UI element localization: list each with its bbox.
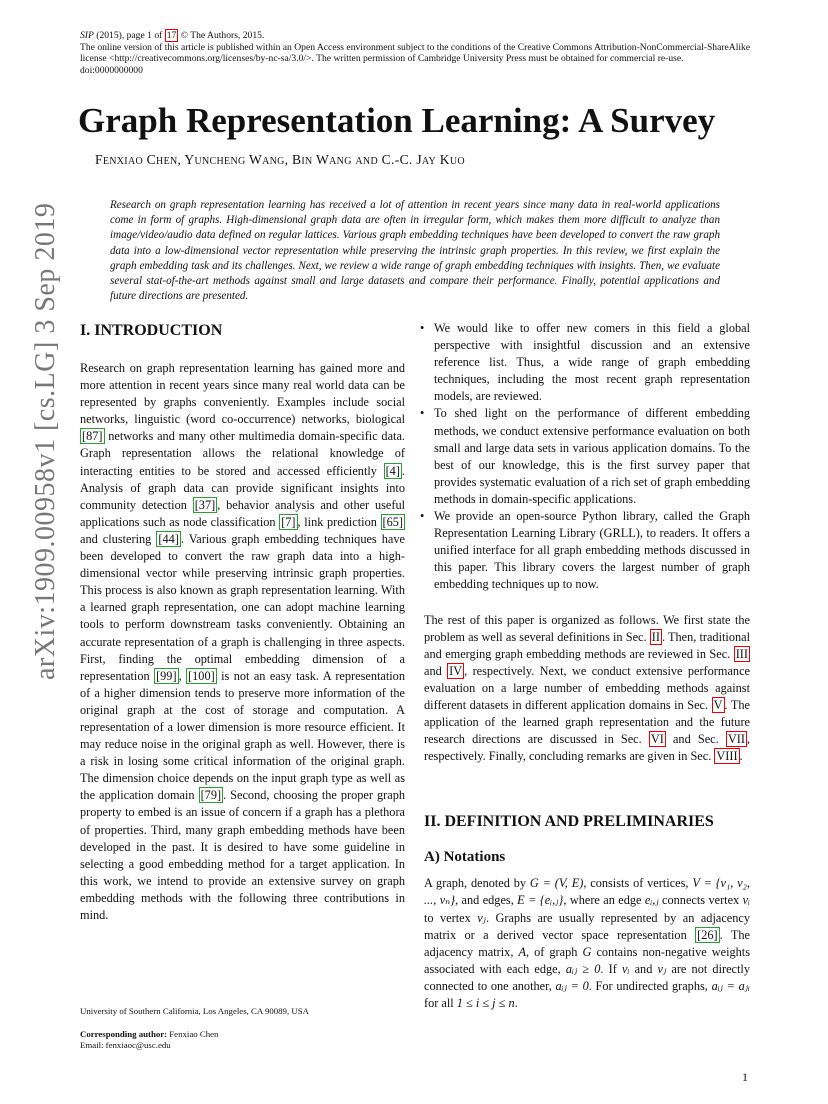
contribution-item: • We would like to offer new comers in this field a global perspective with insightful discussion and an extensive reference list. Thus, a wide range of graph embedding techniques, including the most recent graph representation models, are reviewed. bbox=[420, 321, 750, 404]
citation-link[interactable]: [100] bbox=[188, 668, 215, 683]
paper-title: Graph Representation Learning: A Survey bbox=[78, 101, 716, 140]
intro-paragraph: Research on graph representation learning has gained more and more attention in recent years since many real world data can be represented by graphs conveniently. Examples include social networks, linguistic (word co-occurrence) networks, biological [87] networks and many other multimedia domain-specific data. Graph representation allows the relational knowledge of interacting entities to be stored and accessed efficiently [4] . Analysis of graph data can provide significant insights into community detection [37] , behavior analysis and other useful applications such as node classification [7] , link prediction [65] and clustering [44] . Various graph embedding techniques have been developed to convert the raw graph data into a high-dimensional vector while preserving intrinsic graph properties. This process is also known as graph representation learning. With a learned graph representation, one can adopt machine learning tools to perform downstream tasks conveniently. Obtaining an accurate representation of a graph is challenging in three aspects. First, finding the optimal embedding dimension of a representation [99] , [100] is not an easy task. A representation of a higher dimension tends to preserve more information of the original graph at the cost of storage and computation. A representation of a lower dimension is more resource efficient. It may reduce noise in the original graph as well. However, there is a risk in losing some critical information of the original graph. The dimension choice depends on the input graph type as well as the application domain [79] . Second, choosing the proper graph property to embed is an issue of concern if a graph has a plethora of properties. Third, many graph embedding methods have been developed in the past. It is desired to have some guideline in selecting a good embedding method for a target application. In this work, we intend to provide an extensive survey on graph embedding methods with the following three contributions in mind. bbox=[80, 361, 406, 922]
left-column bbox=[80, 320, 405, 924]
header-line-1 bbox=[80, 30, 760, 42]
section-link[interactable]: II bbox=[651, 629, 660, 644]
page-count-link[interactable]: 17 bbox=[166, 30, 177, 41]
section-link[interactable]: VI bbox=[650, 732, 664, 747]
citation-link[interactable]: [44] bbox=[158, 531, 179, 546]
organization-paragraph: The rest of this paper is organized as follows. We first state the problem as well as several definitions in Sec. II . Then, traditional and emerging graph embedding methods are reviewed in Sec. III and IV , respectively. Next, we conduct extensive performance evaluation on a large number of embedding methods against different datasets in different application domains in Sec. V . The application of the learned graph representation and the future research directions are discussed in Sec. VI and Sec. VII , respectively. Finally, concluding remarks are given in Sec. VIII . bbox=[424, 612, 751, 764]
citation-link[interactable]: [7] bbox=[281, 514, 296, 529]
bullet-icon: • bbox=[420, 509, 425, 524]
contribution-item: • We provide an open-source Python library, called the Graph Representation Learning Library (GRLL), to readers. It offers a unified interface for all graph embedding methods discussed in this paper. This library covers the largest number of graph embedding techniques up to now. bbox=[420, 509, 750, 592]
section-link[interactable]: IV bbox=[449, 663, 463, 678]
license-text: The online version of this article is published within an Open Access environment subject to the conditions of the Creative Commons Attribution-NonCommercial-ShareAlike license <http://creativecommons.org/licenses/by-nc-sa/3.0/>. The written permission of Cambridge University Press must be obtained for commercial re-use. bbox=[80, 41, 751, 65]
section-link[interactable]: VIII bbox=[716, 749, 738, 764]
right-column bbox=[420, 320, 751, 1012]
header-text: (2015), page 1 of bbox=[93, 30, 165, 41]
section-link[interactable]: III bbox=[735, 646, 748, 661]
page-number: 1 bbox=[742, 1070, 748, 1084]
citation-link[interactable]: [79] bbox=[200, 788, 222, 803]
citation-link[interactable]: [26] bbox=[697, 927, 718, 942]
arxiv-stamp bbox=[10, 202, 61, 680]
arxiv-id: arXiv:1909.00958v1 [cs.LG] 3 Sep 2019 bbox=[30, 202, 61, 680]
bullet-icon: • bbox=[420, 406, 425, 421]
copyright-text: © The Authors, 2015. bbox=[178, 30, 265, 41]
author-email: Email: fenxiaoc@usc.edu bbox=[80, 1040, 171, 1050]
section-heading-definition: II. DEFINITION AND PRELIMINARIES bbox=[424, 813, 714, 831]
citation-link[interactable]: [4] bbox=[385, 463, 400, 478]
bullet-icon: • bbox=[420, 321, 425, 335]
corresponding-author: Corresponding author: Fenxiao Chen bbox=[80, 1028, 219, 1039]
section-link[interactable]: VII bbox=[727, 732, 745, 747]
author-list: Fenxiao Chen, Yuncheng Wang, Bin Wang and C.-C. Jay Kuo bbox=[95, 152, 465, 167]
journal-name: SIP bbox=[80, 30, 94, 41]
citation-link[interactable]: [37] bbox=[194, 497, 216, 512]
citation-link[interactable]: [87] bbox=[82, 429, 103, 444]
running-header bbox=[80, 30, 760, 76]
doi: doi:0000000000 bbox=[80, 64, 143, 76]
affiliation: University of Southern California, Los Angeles, CA 90089, USA bbox=[80, 1006, 309, 1016]
notation-paragraph: A graph, denoted by G = (V, E), consists of vertices, V = {v₁, v₂, ..., vₙ}, and edges, E = {eᵢ,ⱼ}, where an edge eᵢ,ⱼ connects vertex vᵢ to vertex vⱼ. Graphs are usually represented by an adjacency matrix or a derived vector space representation [26] . The adjacency matrix, A, of graph G contains non-negative weights associated with each edge, aᵢⱼ ≥ 0. If vᵢ and vⱼ are not directly connected to one another, aᵢⱼ = 0. For undirected graphs, aᵢⱼ = aⱼᵢ for all 1 ≤ i ≤ j ≤ n. bbox=[424, 876, 751, 1010]
section-heading-introduction: I. INTRODUCTION bbox=[80, 322, 223, 339]
footnote bbox=[80, 1006, 400, 1052]
citation-link[interactable]: [65] bbox=[382, 514, 404, 529]
citation-link[interactable]: [99] bbox=[156, 668, 177, 683]
abstract: Research on graph representation learning has received a lot of attention in recent years since many data in real-world applications come in form of graphs. High-dimensional graph data are often in irregular form, which makes them more difficult to analyze than image/video/audio data defined on regular lattices. Various graph embedding techniques have been developed to convert the raw graph data into a low-dimensional vector representation while preserving the intrinsic graph properties. In this review, we first explain the graph embedding task and its challenges. Next, we review a wide range of graph embedding techniques with insights. Then, we evaluate several stat-of-the-art methods against small and large datasets and compare their performance. Finally, potential applications and future directions are presented. bbox=[110, 199, 720, 303]
section-link[interactable]: V bbox=[713, 697, 723, 712]
subsection-heading-notations: A) Notations bbox=[424, 849, 506, 866]
contribution-item: • To shed light on the performance of different embedding methods, we conduct extensive performance evaluation on both small and large data sets in various application domains. To the best of our knowledge, this is the first survey paper that provides systematic evaluation of a rich set of graph embedding methods in domain-specific applications. bbox=[420, 406, 750, 506]
